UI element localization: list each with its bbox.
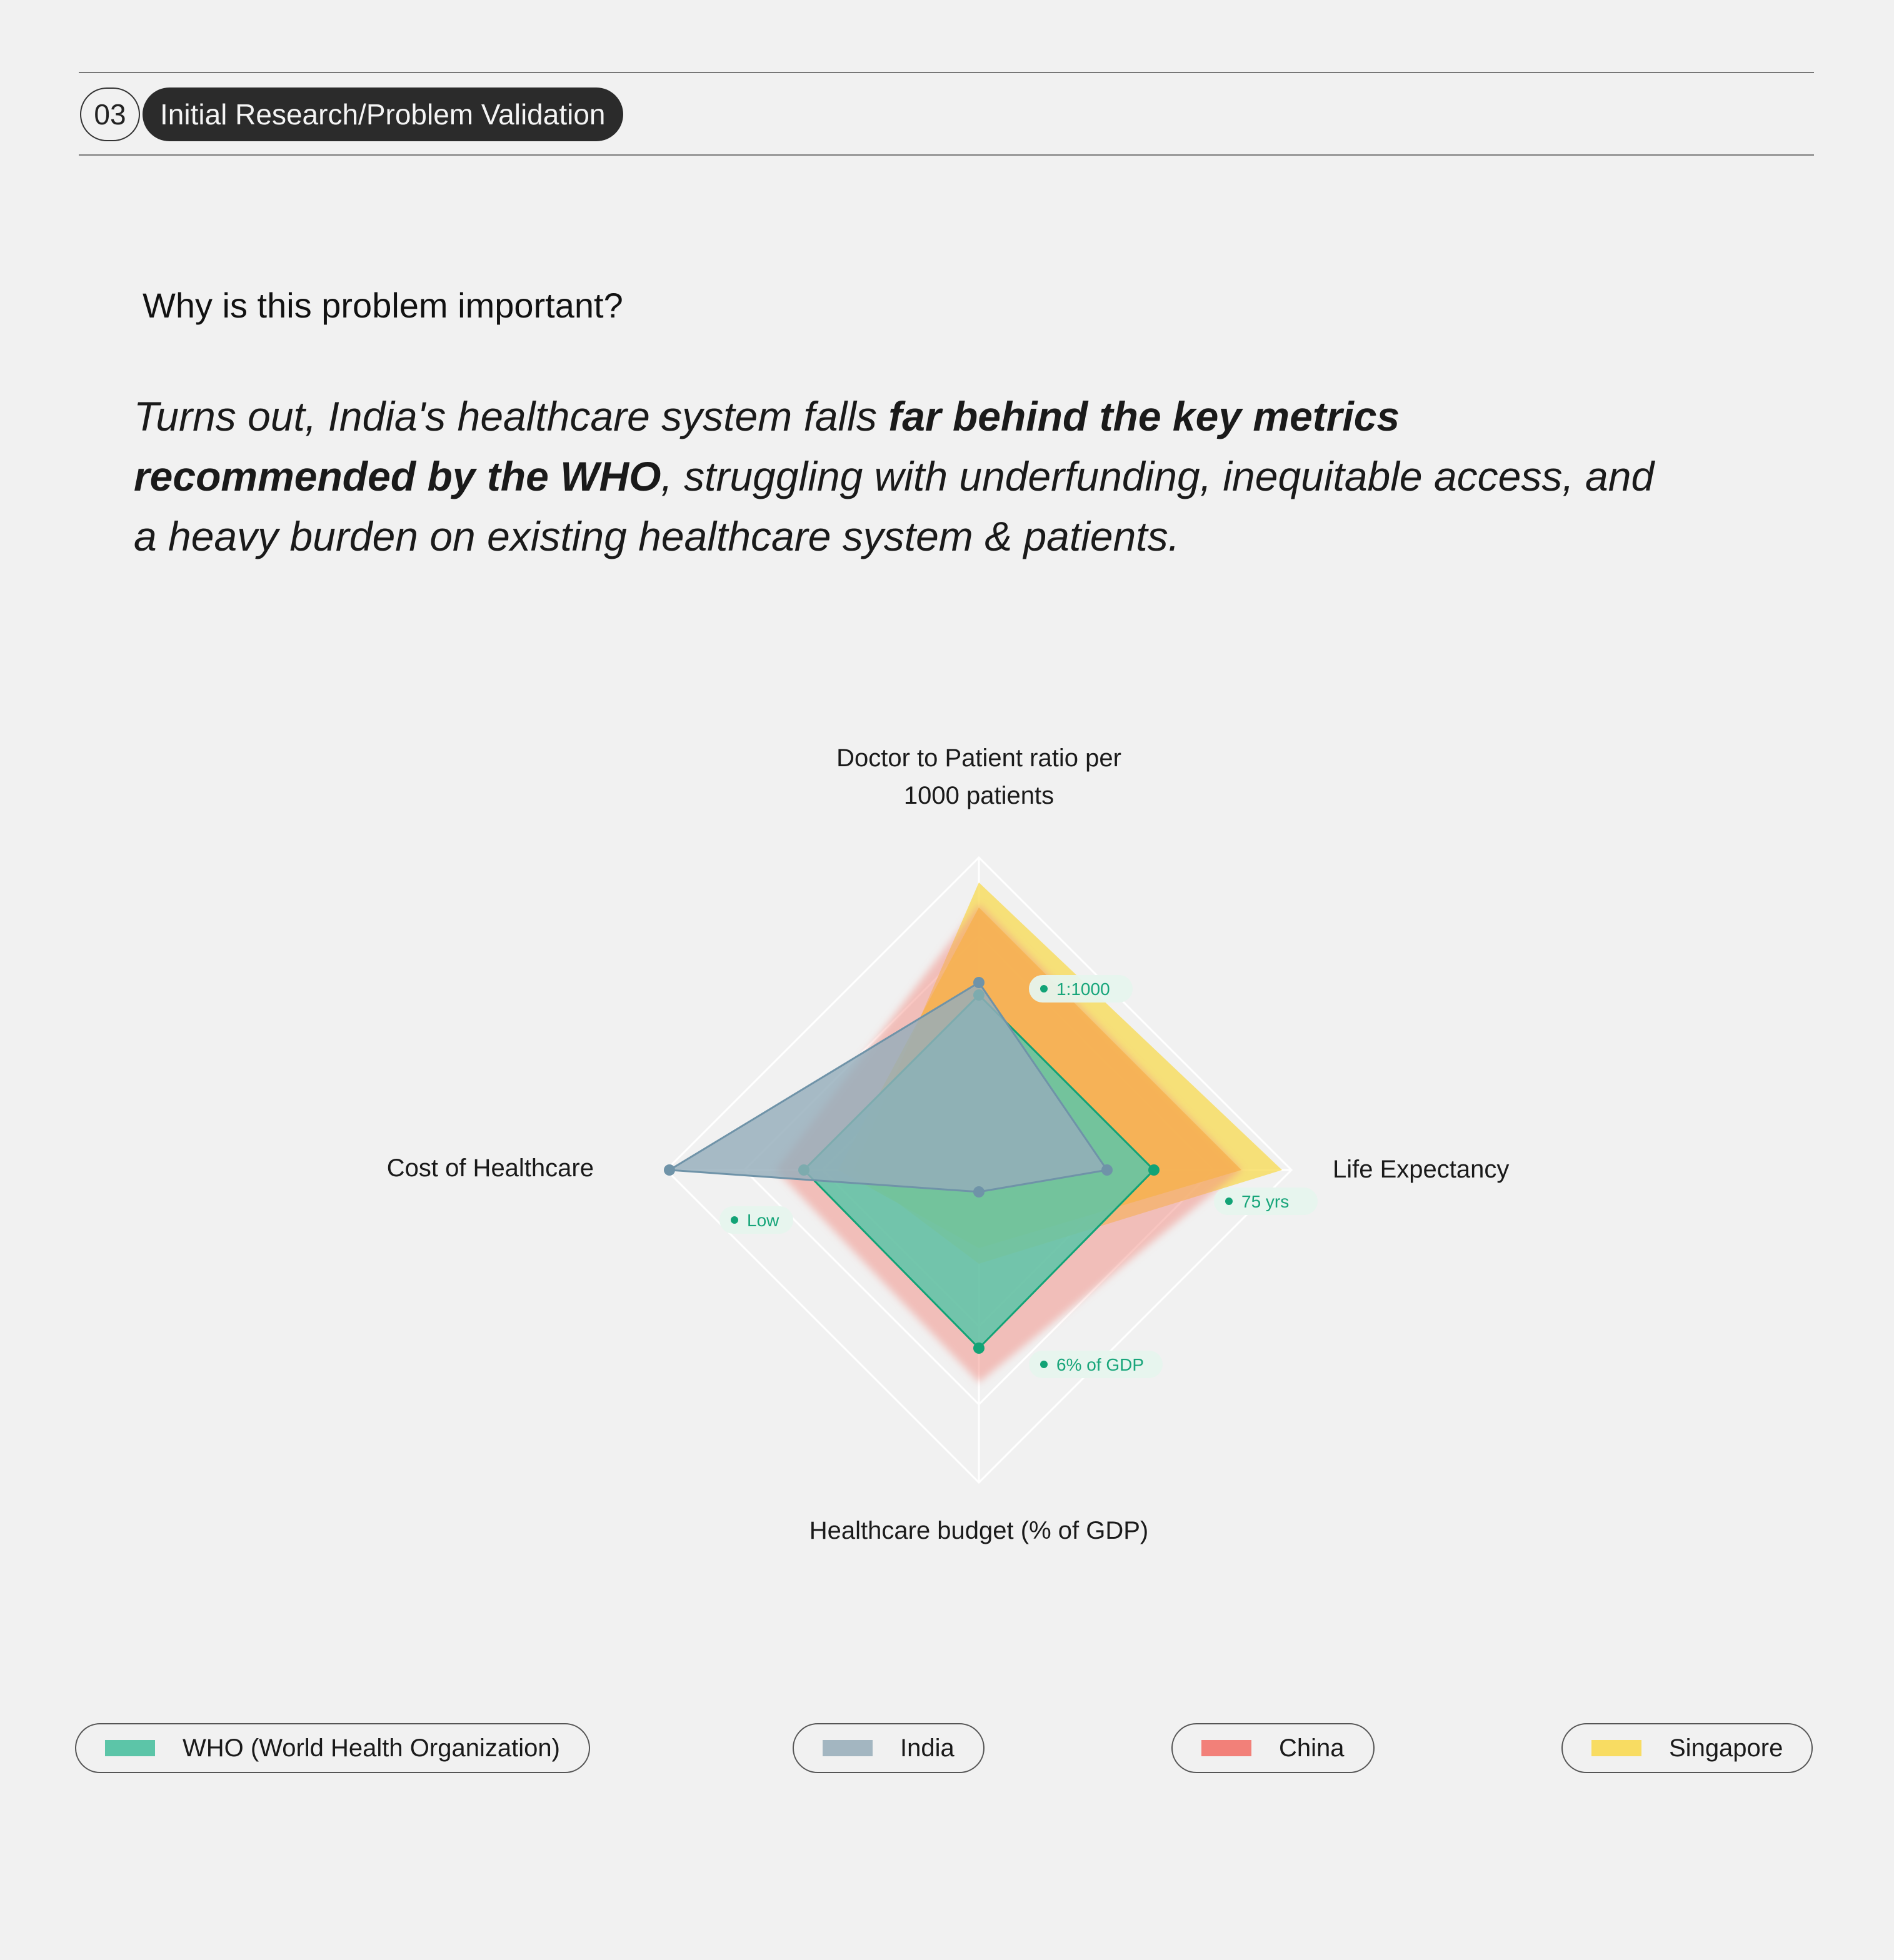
legend-item-singapore[interactable] <box>1561 1723 1813 1773</box>
statement-part-1: Turns out, India's healthcare system falls <box>134 393 889 439</box>
callout-text: 6% of GDP <box>1056 1355 1145 1374</box>
axis-label-3 <box>809 1517 1148 1544</box>
point-india <box>973 1186 985 1198</box>
axis-label-line: 1000 patients <box>903 782 1055 809</box>
legend-swatch-who <box>105 1740 155 1756</box>
callout-3 <box>1029 1351 1163 1378</box>
legend-swatch-india <box>823 1740 873 1756</box>
question-heading: Why is this problem important? <box>143 286 623 325</box>
callout-dot <box>1040 1361 1048 1368</box>
callout-text: 1:1000 <box>1056 979 1110 999</box>
callout-dot <box>1040 985 1048 992</box>
axis-label-2 <box>1333 1156 1509 1183</box>
legend-item-india[interactable] <box>793 1723 985 1773</box>
axis-label-1 <box>836 744 1121 809</box>
statement-part-2: , struggling with underfunding, inequitable access, and a heavy burden on existing healthcare system & patients. <box>134 453 1655 559</box>
legend-label-who: WHO (World Health Organization) <box>183 1734 560 1762</box>
point-india <box>1101 1164 1113 1176</box>
section-title-pill: Initial Research/Problem Validation <box>143 88 623 141</box>
legend-swatch-singapore <box>1591 1740 1641 1756</box>
axis-label-line: Cost of Healthcare <box>386 1154 594 1182</box>
callout-1 <box>1029 975 1133 1002</box>
point-india <box>664 1164 675 1176</box>
legend-label-india: India <box>900 1734 955 1762</box>
section-number-badge: 03 <box>80 88 140 141</box>
axis-label-line: Doctor to Patient ratio per <box>836 744 1121 772</box>
callout-2 <box>1214 1188 1318 1215</box>
point-who-world-health-organization <box>973 1342 985 1354</box>
legend-item-china[interactable] <box>1171 1723 1375 1773</box>
legend-item-who[interactable] <box>75 1723 590 1773</box>
legend-swatch-china <box>1201 1740 1251 1756</box>
callout-dot <box>731 1216 738 1224</box>
callout-4 <box>719 1206 793 1234</box>
callout-text: 75 yrs <box>1241 1192 1290 1211</box>
axis-label-line: Life Expectancy <box>1333 1156 1510 1183</box>
callout-text: Low <box>747 1211 779 1230</box>
point-who-world-health-organization <box>1148 1164 1160 1176</box>
callout-dot <box>1225 1198 1233 1205</box>
legend-label-china: China <box>1279 1734 1345 1762</box>
statement-bold: far behind the key metrics recommended by the WHO <box>134 393 1400 499</box>
point-india <box>973 977 985 988</box>
radar-series <box>664 882 1282 1382</box>
axis-label-4 <box>387 1154 594 1182</box>
axis-label-line: Healthcare budget (% of GDP) <box>809 1517 1149 1544</box>
legend-label-singapore: Singapore <box>1669 1734 1783 1762</box>
